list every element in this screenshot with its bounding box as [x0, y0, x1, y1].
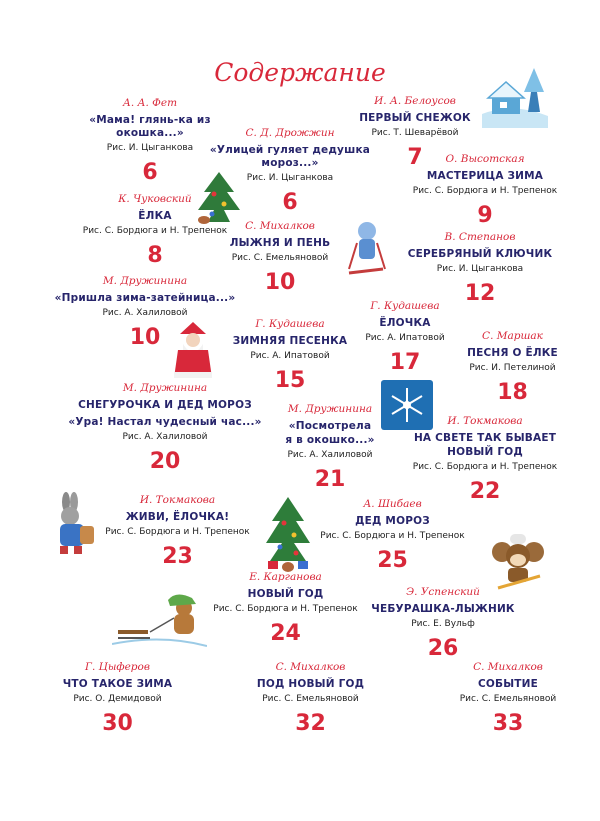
entry-title-line2: «Ура! Настал чудесный час...» [68, 416, 262, 429]
entry-author: К. Чуковский [118, 193, 192, 205]
entry-author: М. Дружинина [102, 275, 188, 287]
entry-author: С. Михалков [473, 661, 543, 673]
entry-title: ПЕРВЫЙ СНЕЖОК [359, 112, 471, 125]
entry-illustrator: Рис. С. Бордюга и Н. Трепенок [320, 531, 465, 542]
entry-title: «Улицей гуляет дедушка мороз...» [209, 144, 371, 170]
entry-title: «Пришла зима-затейница...» [54, 292, 236, 305]
entry-author: И. Токмакова [447, 415, 523, 427]
entry-page-number: 15 [274, 367, 306, 393]
entry-page-number: 30 [102, 710, 133, 736]
entry-title: МАСТЕРИЦА ЗИМА [426, 170, 544, 183]
entry-title: СНЕГУРОЧКА И ДЕД МОРОЗ [78, 399, 252, 412]
entry-author: С. Михалков [275, 661, 346, 673]
entry-title: ЗИМНЯЯ ПЕСЕНКА [232, 335, 348, 348]
entry-illustrator: Рис. А. Ипатовой [365, 333, 445, 344]
entry-author: М. Дружинина [122, 382, 208, 394]
entry-page-number: 24 [270, 620, 301, 646]
entry-title-line2: НОВЫЙ ГОД [447, 446, 523, 459]
toc-entry[interactable] [448, 661, 568, 737]
entry-author: И. Токмакова [139, 494, 216, 506]
entry-illustrator: Рис. И. Цыганкова [106, 143, 194, 154]
toc-entry[interactable] [400, 231, 560, 307]
entry-author: Э. Успенский [406, 586, 480, 598]
entry-author: О. Высотская [445, 153, 525, 165]
entry-page-number: 12 [464, 280, 496, 306]
entry-page-number: 25 [377, 547, 408, 573]
entry-title: «Мама! глянь-ка из окошка...» [89, 114, 211, 140]
entry-author: Г. Кудашева [255, 318, 325, 330]
entry-title: ПЕСНЯ О ЁЛКЕ [467, 347, 558, 360]
entry-title: СЕРЕБРЯНЫЙ КЛЮЧИК [407, 248, 553, 261]
entry-page-number: 17 [389, 349, 421, 375]
entry-author: М. Дружинина [287, 403, 373, 415]
entry-page-number: 10 [129, 324, 161, 350]
toc-entry[interactable] [455, 330, 570, 406]
entry-page-number: 22 [469, 478, 501, 504]
entry-illustrator: Рис. А. Ипатовой [250, 351, 330, 362]
toc-entry[interactable] [198, 571, 373, 647]
entry-author: И. А. Белоусов [374, 95, 456, 107]
entry-author: А. А. Фет [122, 97, 178, 109]
entry-page-number: 7 [407, 144, 423, 170]
entry-illustrator: Рис. С. Емельяновой [231, 253, 329, 264]
entry-page-number: 26 [427, 635, 459, 661]
entry-page-number: 23 [162, 543, 193, 569]
toc-entry[interactable] [270, 403, 390, 493]
entry-title-line2: я в окошко...» [285, 434, 375, 447]
entry-illustrator: Рис. И. Цыганкова [246, 173, 334, 184]
entry-page-number: 21 [314, 466, 346, 492]
entry-illustrator: Рис. И. Цыганкова [436, 264, 524, 275]
cheburashka-illustration [488, 530, 548, 590]
entry-illustrator: Рис. Т. Шеварёвой [371, 128, 459, 139]
entry-page-number: 6 [142, 159, 158, 185]
entry-title: ЁЛКА [138, 210, 172, 223]
entry-page-number: 20 [149, 448, 181, 474]
entry-author: С. Михалков [245, 220, 315, 232]
entry-page-number: 8 [147, 242, 163, 268]
entry-author: Е. Карганова [249, 571, 322, 583]
entry-author: А. Шибаев [363, 498, 422, 510]
entry-author: С. Д. Дрожжин [245, 127, 335, 139]
entry-page-number: 32 [295, 710, 326, 736]
entry-title: ЧТО ТАКОЕ ЗИМА [62, 678, 173, 691]
toc-entry[interactable] [350, 300, 460, 376]
entry-page-number: 6 [282, 189, 298, 215]
entry-title: ДЕД МОРОЗ [355, 515, 430, 528]
entry-title: СОБЫТИЕ [477, 678, 539, 691]
entry-illustrator: Рис. И. Петелиной [469, 363, 556, 374]
entry-title: ЖИВИ, ЁЛОЧКА! [125, 511, 230, 524]
bear-with-sled-illustration [112, 590, 207, 650]
entry-illustrator: Рис. С. Бордюга и Н. Трепенок [105, 527, 250, 538]
entry-illustrator: Рис. С. Бордюга и Н. Трепенок [213, 604, 358, 615]
page-title: Содержание [214, 58, 386, 87]
entry-author: С. Маршак [482, 330, 543, 342]
entry-illustrator: Рис. А. Халиловой [102, 308, 188, 319]
toc-entry[interactable] [50, 661, 185, 737]
entry-title: ПОД НОВЫЙ ГОД [256, 678, 365, 691]
entry-title: НОВЫЙ ГОД [247, 588, 324, 601]
entry-illustrator: Рис. А. Халиловой [287, 450, 373, 461]
entry-illustrator: Рис. С. Бордюга и Н. Трепенок [412, 462, 558, 473]
entry-illustrator: Рис. Е. Вульф [411, 619, 475, 630]
entry-title: ЁЛОЧКА [379, 317, 431, 330]
toc-entry[interactable] [65, 382, 265, 475]
entry-page-number: 18 [497, 379, 528, 405]
toc-entry[interactable] [90, 494, 265, 570]
entry-author: Г. Цыферов [85, 661, 150, 673]
toc-entry[interactable] [400, 153, 570, 229]
entry-author: Г. Кудашева [370, 300, 440, 312]
entry-page-number: 9 [477, 202, 493, 228]
entry-illustrator: Рис. С. Емельяновой [459, 694, 557, 705]
skiing-character-illustration [343, 215, 391, 277]
entry-page-number: 10 [264, 269, 296, 295]
entry-title: ЛЫЖНЯ И ПЕНЬ [229, 237, 331, 250]
entry-illustrator: Рис. С. Емельяновой [262, 694, 359, 705]
entry-illustrator: Рис. С. Бордюга и Н. Трепенок [412, 186, 558, 197]
entry-page-number: 33 [492, 710, 524, 736]
entry-title: «Посмотрела [288, 420, 372, 433]
entry-author: В. Степанов [444, 231, 516, 243]
entry-illustrator: Рис. С. Бордюга и Н. Трепенок [82, 226, 228, 237]
toc-entry[interactable] [305, 498, 480, 574]
entry-illustrator: Рис. О. Демидовой [73, 694, 162, 705]
toc-entry[interactable] [243, 661, 378, 737]
toc-entry[interactable] [368, 586, 518, 662]
entry-title: ЧЕБУРАШКА-ЛЫЖНИК [371, 603, 515, 616]
toc-entry[interactable] [400, 415, 570, 505]
entry-illustrator: Рис. А. Халиловой [122, 432, 208, 443]
entry-title: НА СВЕТЕ ТАК БЫВАЕТ [413, 432, 557, 445]
